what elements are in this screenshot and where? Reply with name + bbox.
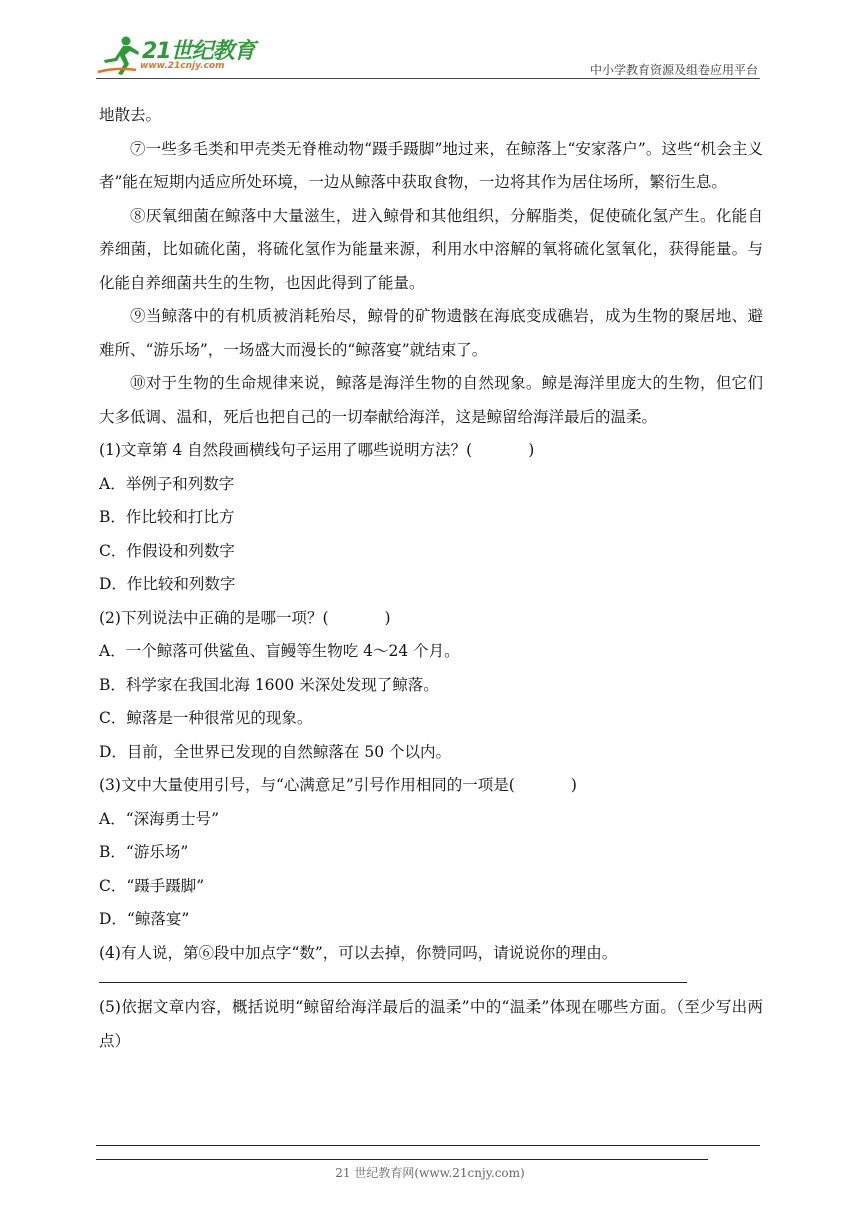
question-4: (4)有人说，第⑥段中加点字“数”，可以去掉，你赞同吗，请说说你的理由。 <box>99 943 618 962</box>
q2-option-a: A．一个鲸落可供鲨鱼、盲鳗等生物吃 4～24 个月。 <box>99 642 460 660</box>
question-3 <box>99 769 763 803</box>
question-1-close: ) <box>528 441 535 459</box>
q1-option-a: A．举例子和列数字 <box>99 474 235 493</box>
paragraph-10: ⑩对于生物的生命规律来说，鲸落是海洋生物的自然现象。鲸是海洋里庞大的生物，但它们大多低调、温和，死后也把自己的一切奉献给海洋，这是鲸留给海洋最后的温柔。 <box>99 374 763 426</box>
q2-option-b: B．科学家在我国北海 1600 米深处发现了鲸落。 <box>99 675 439 694</box>
paragraph-7: ⑦一些多毛类和甲壳类无脊椎动物“蹑手蹑脚”地过来，在鲸落上“安家落户”。这些“机会主义者”能在短期内适应所处环境，一边从鲸落中获取食物，一边将其作为居住场所，繁衍生息。 <box>99 139 763 191</box>
paragraph-continuation: 地散去。 <box>99 106 162 124</box>
q1-option-c: C．作假设和列数字 <box>99 541 235 560</box>
header-divider <box>96 78 760 79</box>
question-2 <box>99 602 763 636</box>
paragraph-9: ⑨当鲸落中的有机质被消耗殆尽，鲸骨的矿物遗骸在海底变成礁岩，成为生物的聚居地、避难所、“游乐场”，一场盛大而漫长的“鲸落宴”就结束了。 <box>99 307 763 359</box>
q2-option-d: D．目前，全世界已发现的自然鲸落在 50 个以内。 <box>99 742 452 761</box>
runner-logo-icon <box>96 34 142 78</box>
header-tagline: 中小学教育资源及组卷应用平台 <box>589 63 758 77</box>
page-header <box>96 28 760 80</box>
question-3-stem: (3)文中大量使用引号，与“心满意足”引号作用相同的一项是( <box>99 776 515 794</box>
logo-url: www.21cnjy.com <box>140 61 225 71</box>
answer-line[interactable] <box>96 1145 760 1146</box>
question-2-close: ) <box>384 608 391 627</box>
q3-option-b: B．“游乐场” <box>99 843 189 861</box>
q1-option-b: B．作比较和打比方 <box>99 508 235 526</box>
q3-option-d: D．“鲸落宴” <box>99 910 190 928</box>
question-1-stem: (1)文章第 4 自然段画横线句子运用了哪些说明方法？( <box>99 441 473 459</box>
answer-line[interactable] <box>99 982 687 983</box>
page-footer: 21 世纪教育网(www.21cnjy.com) <box>335 1166 525 1180</box>
footer-divider <box>96 1159 708 1160</box>
logo-title: 21世纪教育 <box>142 39 255 64</box>
q3-option-c: C．“蹑手蹑脚” <box>99 876 205 895</box>
paragraph-8: ⑧厌氧细菌在鲸落中大量滋生，进入鲸骨和其他组织，分解脂类，促使硫化氢产生。化能自养细菌，比如硫化菌，将硫化氢作为能量来源，利用水中溶解的氧将硫化氢氧化，获得能量。与化能自养细菌共生的生物，也因此得到了能量。 <box>99 206 763 292</box>
question-5: (5)依据文章内容，概括说明“鲸留给海洋最后的温柔”中的“温柔”体现在哪些方面。（至少写出两点） <box>99 998 763 1050</box>
question-1 <box>99 434 763 468</box>
q3-option-a: A．“深海勇士号” <box>99 809 220 828</box>
site-logo <box>96 34 266 78</box>
document-body <box>99 99 763 1058</box>
question-2-stem: (2)下列说法中正确的是哪一项？( <box>99 608 329 627</box>
question-3-close: ) <box>570 776 577 794</box>
q2-option-c: C．鲸落是一种很常见的现象。 <box>99 709 313 727</box>
q1-option-d: D．作比较和列数字 <box>99 575 236 593</box>
